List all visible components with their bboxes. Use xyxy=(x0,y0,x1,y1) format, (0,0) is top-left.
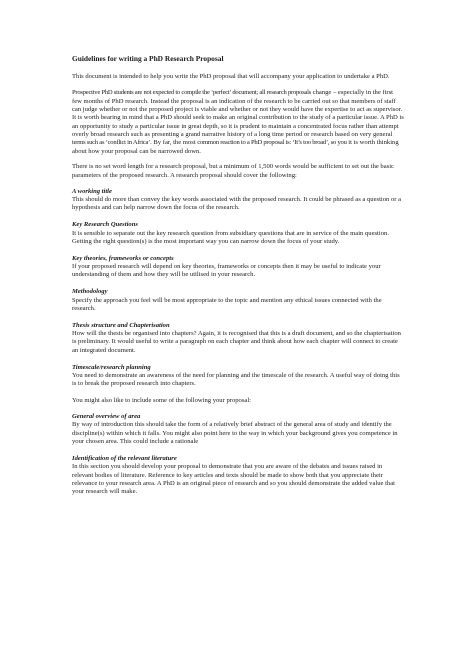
para2-common-reaction: common reaction to a PhD proposal is: ‘It’s too broad’, so you xyxy=(197,139,347,147)
section-body: How will the thesis be organised into chapters? Again, it is recognised that this is a draft document, and so the chapterisation is preliminary. It would useful to write a paragraph on each chapter and think about how each chapter will connect to create an integrated document. xyxy=(72,330,401,354)
para2-example: terms such as ‘conflict in Africa’ xyxy=(72,139,151,147)
intro-paragraph: This document is intended to help you write the PhD proposal that will accompany your application to undertake a PhD. xyxy=(72,73,390,81)
section-heading: Key Research Questions xyxy=(72,221,138,229)
section-body: In this section you should develop your proposal to demonstrate that you are aware of the debates and issues raised in relevant bodies of literature. Reference to key articles and texts should be made to show both that you appreciate their relevance to your research area. A PhD is an original piece of research and so you should demonstrate the added value that your research will make. xyxy=(72,463,395,496)
section-heading: Identification of the relevant literature xyxy=(72,454,177,462)
section-methodology xyxy=(72,288,404,313)
section-general-overview xyxy=(72,413,404,446)
section-heading: A working title xyxy=(72,187,112,195)
word-length-paragraph: There is no set word length for a research proposal, but a minimum of 1,500 words would be sufficient to set out the basic parameters of the proposed research. A research proposal should cover the following: xyxy=(72,163,394,179)
section-key-theories xyxy=(72,255,404,280)
section-timescale xyxy=(72,364,404,389)
section-heading: Timescale/research planning xyxy=(72,363,151,371)
section-body: It is sensible to separate out the key research question from subsidiary questions that are in service of the main question. Getting the right question(s) is the most important way you can narrow down the focus of your study. xyxy=(72,229,389,245)
section-relevant-literature xyxy=(72,455,404,497)
section-heading: General overview of area xyxy=(72,413,141,420)
proposal-expectations-paragraph xyxy=(72,89,404,156)
section-body: If your proposed research will depend on key theories, frameworks or concepts then it may be useful to indicate your understanding of them and how they will be utilised in your research. xyxy=(72,263,381,279)
para2-lead: Prospective PhD students are not expected to compile the ‘perfect’ document; all research proposals xyxy=(72,89,311,97)
document-page xyxy=(72,55,404,505)
document-title: Guidelines for writing a PhD Research Proposal xyxy=(72,54,224,63)
section-thesis-structure xyxy=(72,322,404,355)
para2-bridge: . By far, the most xyxy=(150,139,196,147)
section-body: This should do more than convey the key words associated with the proposed research. It could be phrased as a question or a hypothesis and can help narrow down the focus of the research. xyxy=(72,195,402,212)
section-body: Specify the approach you feel will be most appropriate to the topic and mention any ethical issues connected with the research. xyxy=(72,296,382,312)
section-heading: Methodology xyxy=(72,288,108,296)
para2-body: change – especially in the first few months of PhD research. Instead the proposal is an indication of the research to be carried out so that members of staff can judge whether or not the proposed project is viable and whether or not they would have the expertise to act as supervisor. It is worth bearing in mind that a PhD should seek to make an original contribution to the study of a particular issue. A PhD is an opportunity to study a particular issue in great depth, so it is prudent to maintain a concentrated focus rather than attempt overly broad research such as presenting a grand narrative history of a long time period or research based on very general xyxy=(72,89,404,138)
section-key-research-questions xyxy=(72,221,404,246)
para2-tail: it is worth thinking about how your proposal can be narrowed down. xyxy=(72,139,399,155)
section-working-title xyxy=(72,188,404,213)
section-body: By way of introduction this should take the form of a relatively brief abstract of the general area of study and identify the discipline(s) within which it falls. You might also point here to the way in which your background gives you competence in your chosen area. This could include a rationale xyxy=(72,421,398,446)
section-heading: Key theories, frameworks or concepts xyxy=(72,254,174,262)
section-heading: Thesis structure and Chapterisation xyxy=(72,321,170,329)
optional-sections-paragraph: You might also like to include some of the following your proposal: xyxy=(72,397,251,405)
section-body: You need to demonstrate an awareness of the need for planning and the timescale of the research. A useful way of doing this is to break the proposed research into chapters. xyxy=(72,371,400,388)
